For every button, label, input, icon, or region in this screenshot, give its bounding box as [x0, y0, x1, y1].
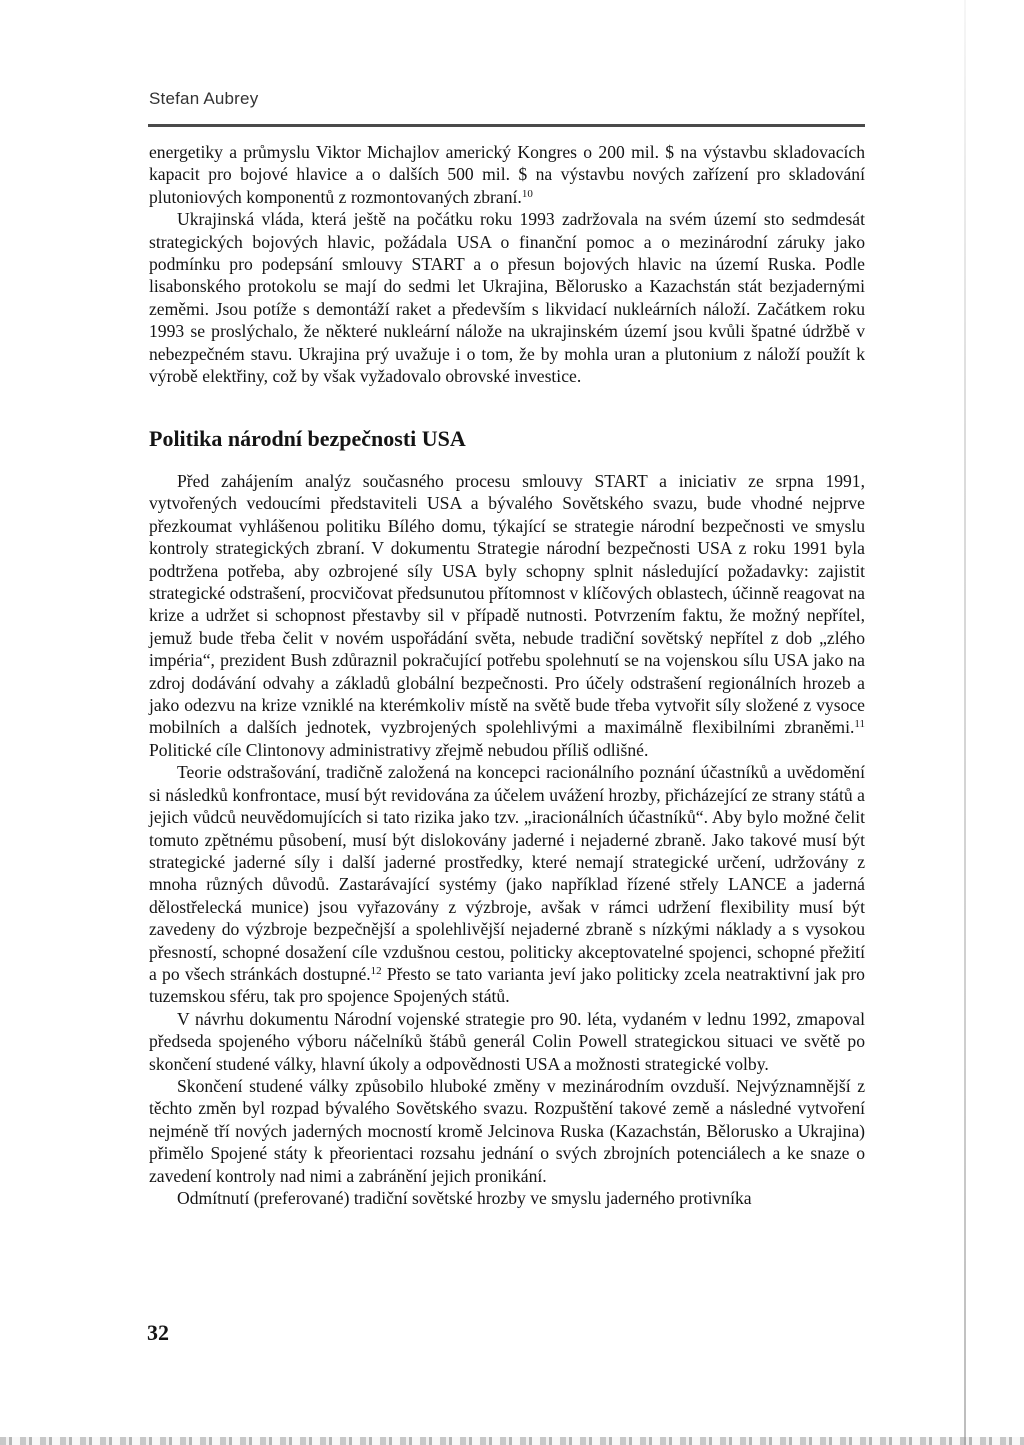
section-paragraph-4: Skončení studené války způsobilo hluboké změny v mezinárodním ovzduší. Nejvýznamnější z těchto změn byl rozpad bývalého Sovětského svazu. Rozpuštění takové země a následné vytvoření nejméně tří nových jaderných mocností kromě Jelcinova Ruska (Kazachstán, Bělorusko a Ukrajina) přimělo Spojené státy k přeorientaci rozsahu jednání o svých zbrojních potenciálech a ke snaze o zavedení kontroly nad nimi a zabránění jejich pronikání. [149, 1075, 865, 1186]
footnote-ref-11: 11 [854, 718, 865, 731]
page-number: 32 [147, 1320, 169, 1345]
intro-paragraph-1-text: energetiky a průmyslu Viktor Michajlov americký Kongres o 200 mil. $ na výstavbu skladovacích kapacit pro bojové hlavice a o dalších 500 mil. $ na výstavbu nových zařízení pro skladování plutoniových komponentů z rozmontovaných zbraní. [149, 142, 865, 207]
section-paragraph-2 [149, 761, 865, 1007]
section-heading: Politika národní bezpečnosti USA [149, 426, 466, 451]
scan-bottom-strip [0, 1437, 1024, 1445]
page-edge-shadow [964, 0, 966, 1445]
section-paragraph-1 [149, 470, 865, 761]
intro-paragraph-2: Ukrajinská vláda, která ještě na počátku roku 1993 zadržovala na svém území sto sedmdesát strategických bojových hlavic, požádala USA o finanční pomoc a o mezinárodní záruky jako podmínku pro podepsání smlouvy START a o přesun bojových hlavic na území Ruska. Podle lisabonského protokolu se mají do sedmi let Ukrajina, Bělorusko a Kazachstán stát bezjadernými zeměmi. Jsou potíže s demontáží raket a především s likvidací nukleárních náloží. Začátkem roku 1993 se proslýchalo, že některé nukleární nálože na ukrajinském území jsou kvůli špatné údržbě v nebezpečném stavu. Ukrajina prý uvažuje i o tom, že by mohla uran a plutonium z náloží použít k výrobě elektřiny, což by však vyžadovalo obrovské investice. [149, 209, 865, 387]
section-paragraph-3: V návrhu dokumentu Národní vojenské strategie pro 90. léta, vydaném v lednu 1992, zmapoval předseda spojeného výboru náčelníků štábů generál Colin Powell strategickou situaci ve světě po skončení studené války, hlavní úkoly a odpovědnosti USA a možnosti strategické volby. [149, 1008, 865, 1074]
intro-text [149, 141, 865, 387]
section-paragraph-2-text: Teorie odstrašování, tradičně založená na koncepci racionálního poznání účastníků a uvědomění si následků konfrontace, musí být revidována za účelem uvážení hrozby, přicházející ze strany států a jejich vůdců neuvědomujících si tato rizika jako tzv. „iracionálních účastníků“. Aby bylo možné čelit tomuto zpětnému působení, musí být dislokovány jaderné i nejaderné zbraně. Jako takové musí být strategické jaderné síly i další jaderné prostředky, které nemají strategické určení, udržovány z mnoha různých důvodů. Zastarávající systémy (jako například řízené střely LANCE a jaderná dělostřelecká munice) jsou vyřazovány z výzbroje, avšak v rámci udržení flexibility musí být zavedeny do výzbroje bezpečnější a spolehlivější nejaderné zbraně s nízkými náklady a s vysokou přesností, schopné dosažení cíle vzdušnou cestou, politicky akceptovatelné spojenci, schopné přežití a po všech stránkách dostupné. [149, 762, 865, 984]
running-head: Stefan Aubrey [149, 89, 259, 108]
footnote-ref-10: 10 [521, 187, 533, 200]
section-text [149, 470, 865, 1209]
section-paragraph-5: Odmítnutí (preferované) tradiční sovětské hrozby ve smyslu jaderného protivníka [177, 1188, 752, 1208]
header-rule [148, 124, 865, 127]
section-paragraph-2-tail: Přesto se tato varianta jeví jako politicky zcela neatraktivní jak pro tuzemskou sféru, tak pro spojence Spojených států. [149, 963, 865, 1007]
section-paragraph-1-text: Před zahájením analýz současného procesu smlouvy START a iniciativ ze srpna 1991, vytvořených vedoucími představiteli USA a bývalého Sovětského svazu, bude vhodné nejprve přezkoumat vyhlášenou politiku Bílého domu, týkající se strategie národní bezpečnosti ve smyslu kontroly strategických zbraní. V dokumentu Strategie národní bezpečnosti USA z roku 1991 byla podtržena potřeba, aby ozbrojené síly USA byly schopny splnit následující požadavky: zajistit strategické odstrašení, procvičovat předsunutou přítomnost v klíčových oblastech, účinně reagovat na krize a udržet si schopnost přestavby sil v případě nutnosti. Potvrzením faktu, že možný nepřítel, jemuž bude třeba čelit v novém uspořádání světa, nebude tradiční sovětský nepřítel z dob „zlého impéria“, prezident Bush zdůraznil pokračující potřebu spolehnutí se na vojenskou sílu USA jako na zdroj dodávání odvahy a základů globální bezpečnosti. Pro účely odstrašení regionálních hrozeb a jako odezvu na krize vzniklé na kterémkoliv místě na světě bude třeba vytvořit síly složené z vysoce mobilních a dalších jednotek, vyzbrojených spolehlivými a maximálně flexibilními zbraněmi. [149, 471, 865, 738]
footnote-ref-12: 12 [370, 964, 382, 977]
intro-paragraph-1 [149, 141, 865, 208]
section-paragraph-1-tail: Politické cíle Clintonovy administrativy zřejmě nebudou příliš odlišné. [149, 739, 649, 760]
